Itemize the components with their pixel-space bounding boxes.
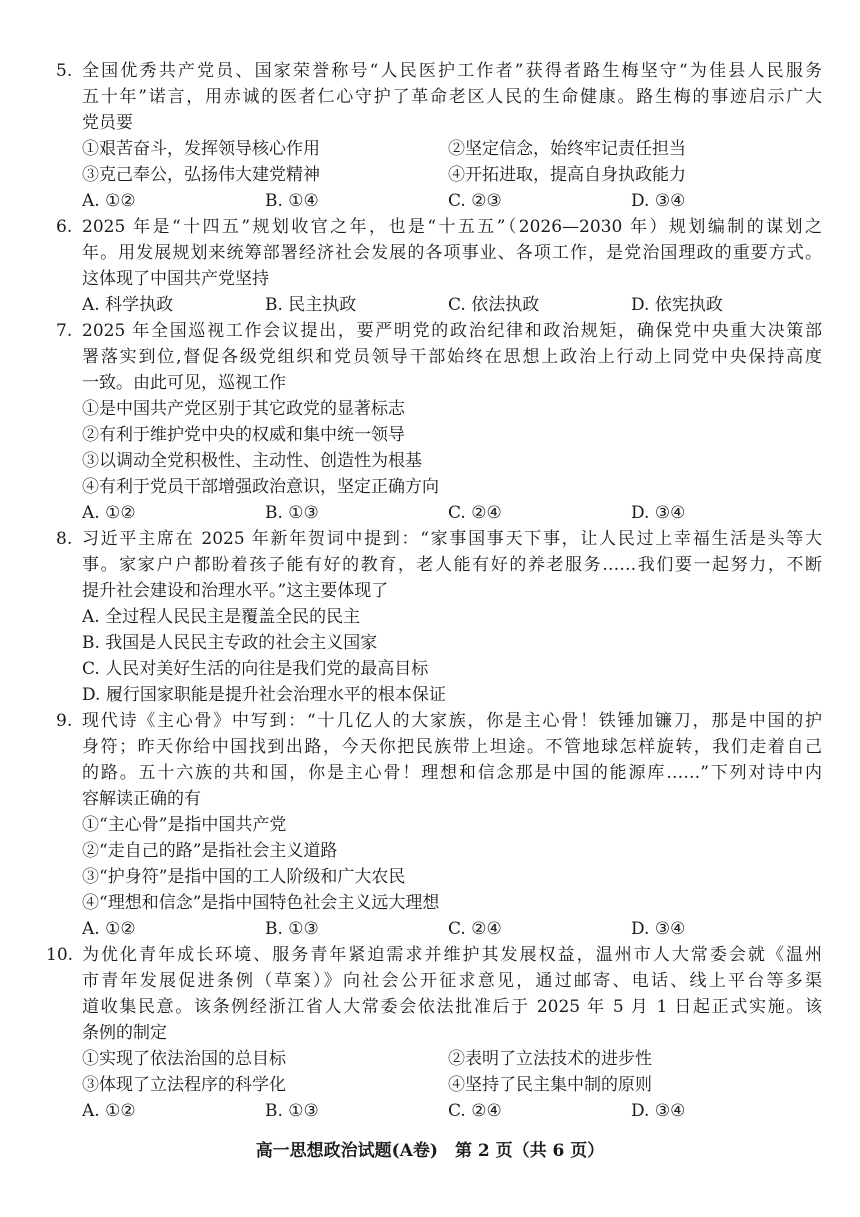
option-d: D. ③④ <box>631 503 686 523</box>
statement-2: ②“走自己的路”是指社会主义道路 <box>82 841 338 861</box>
stem-line: 五十年”诺言，用赤诚的医者仁心守护了革命老区人民的生命健康。路生梅的事迹启示广大 <box>82 87 822 107</box>
stem-line: 2025 年是“十四五”规划收官之年，也是“十五五”（2026—2030 年）规划编制的谋划之 <box>82 217 822 237</box>
stem-line: 全国优秀共产党员、国家荣誉称号“人民医护工作者”获得者路生梅坚守“为佳县人民服务 <box>82 61 822 81</box>
stem-line: 2025 年全国巡视工作会议提出，要严明党的政治纪律和政治规矩，确保党中央重大决策部 <box>82 321 822 341</box>
stem-line: 身符；昨天你给中国找到出路，今天你把民族带上坦途。不管地球怎样旋转，我们走着自己 <box>82 737 822 757</box>
answer-options <box>82 916 822 942</box>
option-d: D. ③④ <box>631 191 686 211</box>
stem-line: 党员要 <box>82 113 133 133</box>
stem-line: 习近平主席在 2025 年新年贺词中提到：“家事国事天下事，让人民过上幸福生活是头等大 <box>82 529 822 549</box>
stem-line: 的路。五十六族的共和国，你是主心骨！理想和信念那是中国的能源库……”下列对诗中内 <box>82 763 822 783</box>
answer-options <box>82 1098 822 1124</box>
stem-line: 条例的制定 <box>82 1023 167 1043</box>
answer-options <box>82 292 822 318</box>
option-d: D. 履行国家职能是提升社会治理水平的根本保证 <box>82 685 446 705</box>
question-8 <box>56 526 822 708</box>
stem-line: 这体现了中国共产党坚持 <box>82 269 269 289</box>
statement-3: ③体现了立法程序的科学化 <box>82 1075 286 1095</box>
stem-line: 市青年发展促进条例（草案）》向社会公开征求意见，通过邮寄、电话、线上平台等多渠 <box>82 971 822 991</box>
option-c: C. ②③ <box>448 191 502 211</box>
statement-1: ①实现了依法治国的总目标 <box>82 1049 286 1069</box>
page-footer: 高一思想政治试题(A卷) 第 2 页（共 6 页） <box>255 1141 605 1161</box>
answer-options <box>82 500 822 526</box>
question-number: 9. <box>56 711 73 731</box>
option-b: B. ①③ <box>265 919 319 939</box>
statement-4: ④坚持了民主集中制的原则 <box>448 1075 652 1095</box>
option-c: C. 人民对美好生活的向往是我们党的最高目标 <box>82 659 429 679</box>
option-a: A. 科学执政 <box>82 295 174 315</box>
stem-line: 提升社会建设和治理水平。”这主要体现了 <box>82 581 389 601</box>
question-number: 6. <box>56 217 73 237</box>
option-c: C. ②④ <box>448 919 502 939</box>
option-d: D. 依宪执政 <box>631 295 723 315</box>
question-10 <box>46 942 822 1124</box>
statement-3: ③“护身符”是指中国的工人阶级和广大农民 <box>82 867 406 887</box>
statement-2: ②表明了立法技术的进步性 <box>448 1049 652 1069</box>
option-d: D. ③④ <box>631 919 686 939</box>
statement-4: ④有利于党员干部增强政治意识，坚定正确方向 <box>82 477 439 497</box>
stem-line: 事。家家户户都盼着孩子能有好的教育，老人能有好的养老服务……我们要一起努力，不断 <box>82 555 822 575</box>
question-6 <box>56 214 822 318</box>
option-b: B. 我国是人民民主专政的社会主义国家 <box>82 633 378 653</box>
statement-3: ③以调动全党积极性、主动性、创造性为根基 <box>82 451 422 471</box>
question-5 <box>56 58 822 214</box>
question-number: 10. <box>46 945 74 965</box>
option-b: B. 民主执政 <box>265 295 357 315</box>
statement-2: ②坚定信念，始终牢记责任担当 <box>448 139 686 159</box>
statement-1: ①“主心骨”是指中国共产党 <box>82 815 287 835</box>
option-b: B. ①③ <box>265 1101 319 1121</box>
stem-line: 年。用发展规划来统筹部署经济社会发展的各项事业、各项工作，是党治国理政的重要方式。 <box>82 243 822 263</box>
answer-options <box>82 188 822 214</box>
statement-2: ②有利于维护党中央的权威和集中统一领导 <box>82 425 405 445</box>
option-b: B. ①③ <box>265 503 319 523</box>
question-number: 5. <box>56 61 73 81</box>
question-7 <box>56 318 822 526</box>
option-c: C. ②④ <box>448 503 502 523</box>
statement-4: ④开拓进取，提高自身执政能力 <box>448 165 686 185</box>
option-b: B. ①④ <box>265 191 319 211</box>
statement-1: ①艰苦奋斗，发挥领导核心作用 <box>82 139 320 159</box>
stem-line: 现代诗《主心骨》中写到：“十几亿人的大家族，你是主心骨！铁锤加镰刀，那是中国的护 <box>82 711 822 731</box>
option-c: C. ②④ <box>448 1101 502 1121</box>
option-a: A. ①② <box>82 919 136 939</box>
stem-line: 道收集民意。该条例经浙江省人大常委会依法批准后于 2025 年 5 月 1 日起正式实施。该 <box>82 997 822 1017</box>
stem-line: 容解读正确的有 <box>82 789 201 809</box>
question-number: 8. <box>56 529 73 549</box>
question-number: 7. <box>56 321 73 341</box>
question-9 <box>56 708 822 942</box>
statement-3: ③克己奉公，弘扬伟大建党精神 <box>82 165 320 185</box>
statement-4: ④“理想和信念”是指中国特色社会主义远大理想 <box>82 893 440 913</box>
option-d: D. ③④ <box>631 1101 686 1121</box>
stem-line: 署落实到位,督促各级党组织和党员领导干部始终在思想上政治上行动上同党中央保持高度 <box>82 347 822 367</box>
option-c: C. 依法执政 <box>448 295 540 315</box>
stem-line: 为优化青年成长环境、服务青年紧迫需求并维护其发展权益，温州市人大常委会就《温州 <box>82 945 822 965</box>
option-a: A. 全过程人民民主是覆盖全民的民主 <box>82 607 361 627</box>
option-a: A. ①② <box>82 191 136 211</box>
statement-1: ①是中国共产党区别于其它政党的显著标志 <box>82 399 405 419</box>
option-a: A. ①② <box>82 1101 136 1121</box>
stem-line: 一致。由此可见，巡视工作 <box>82 373 286 393</box>
option-a: A. ①② <box>82 503 136 523</box>
